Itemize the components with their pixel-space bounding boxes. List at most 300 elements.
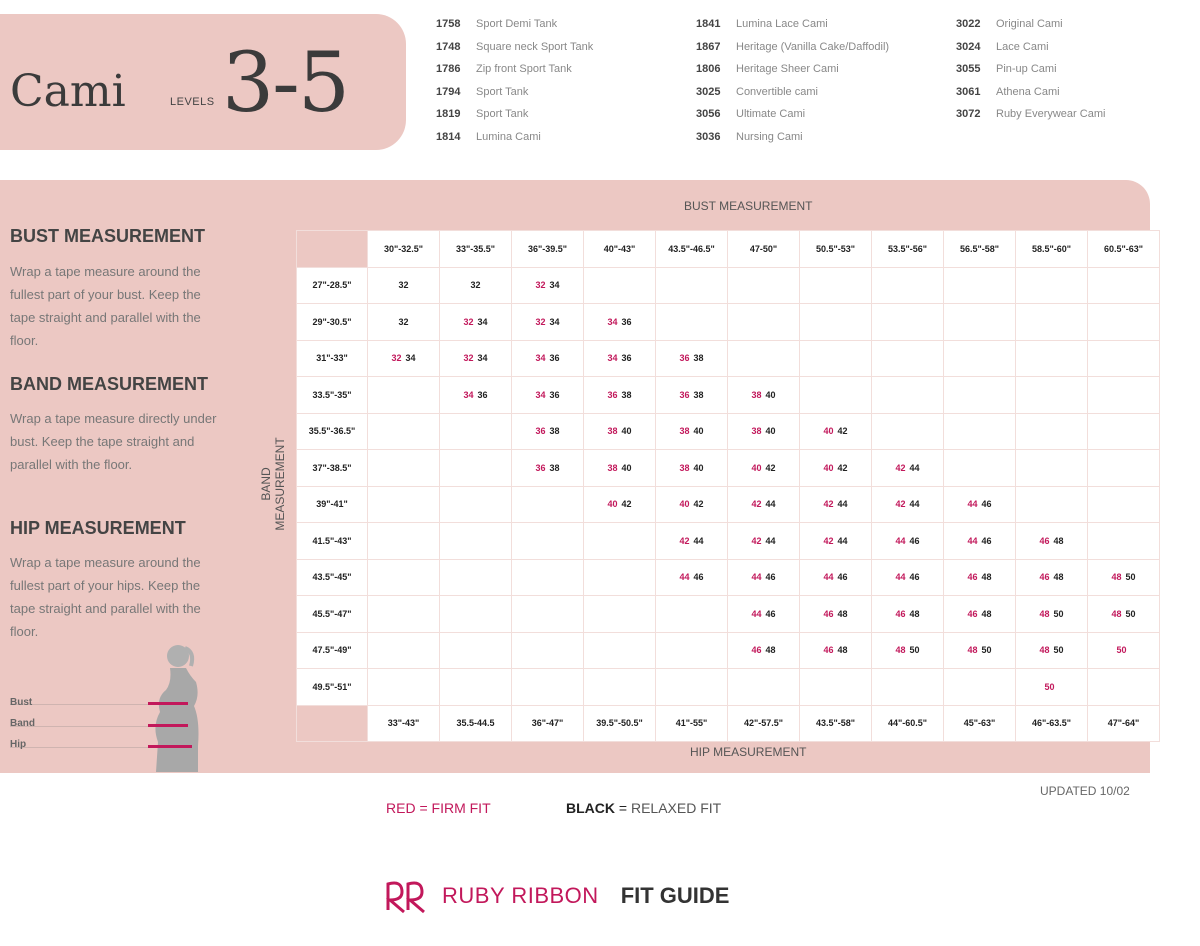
size-cell xyxy=(512,560,583,596)
relaxed-fit-size: 38 xyxy=(549,462,560,473)
size-cell xyxy=(512,377,583,413)
bust-range-header: 36"-39.5" xyxy=(512,231,583,267)
band-range-header: 41.5"-43" xyxy=(297,523,367,559)
relaxed-fit-size: 32 xyxy=(470,280,481,291)
style-code: 1758 xyxy=(436,18,461,30)
size-cell xyxy=(368,414,439,450)
firm-fit-size: 50 xyxy=(1044,681,1055,692)
style-column xyxy=(696,18,889,154)
size-cell xyxy=(1016,487,1087,523)
product-title: Cami xyxy=(10,66,126,117)
firm-fit-size: 42 xyxy=(823,535,834,546)
size-cell xyxy=(584,669,655,705)
style-code: 1806 xyxy=(696,63,721,76)
bust-range-header: 30"-32.5" xyxy=(368,231,439,267)
band-range-header: 49.5"-51" xyxy=(297,669,367,705)
size-cell xyxy=(944,633,1015,669)
size-cell xyxy=(440,304,511,340)
style-item xyxy=(436,41,593,64)
firm-fit-size: 38 xyxy=(751,426,762,437)
size-cell xyxy=(656,596,727,632)
style-name: Original Cami xyxy=(996,18,1063,30)
size-cell xyxy=(656,304,727,340)
size-cell xyxy=(1088,377,1159,413)
style-item xyxy=(696,63,889,86)
size-cell xyxy=(872,560,943,596)
size-cell xyxy=(800,414,871,450)
hip-range-header: 41"-55" xyxy=(656,706,727,742)
band-axis-label: BAND MEASUREMENT xyxy=(259,437,287,531)
firm-fit-size: 34 xyxy=(607,316,618,327)
firm-fit-size: 32 xyxy=(535,316,546,327)
table-corner-bottom xyxy=(297,706,367,742)
size-cell xyxy=(944,341,1015,377)
size-cell xyxy=(656,560,727,596)
style-name: Heritage (Vanilla Cake/Daffodil) xyxy=(736,40,890,53)
style-name: Sport Demi Tank xyxy=(476,18,558,30)
size-cell xyxy=(440,414,511,450)
style-item xyxy=(436,18,593,41)
size-cell xyxy=(584,450,655,486)
firm-fit-size: 46 xyxy=(967,608,978,619)
firm-fit-size: 46 xyxy=(967,572,978,583)
relaxed-fit-size: 34 xyxy=(477,353,488,364)
relaxed-fit-size: 46 xyxy=(693,572,704,583)
relaxed-fit-size: 48 xyxy=(837,645,848,656)
style-code: 1814 xyxy=(436,130,461,143)
size-cell xyxy=(1088,633,1159,669)
relaxed-fit-size: 36 xyxy=(621,316,632,327)
size-cell xyxy=(872,450,943,486)
style-name: Ruby Everywear Cami xyxy=(996,108,1106,121)
size-cell xyxy=(800,633,871,669)
size-cell xyxy=(656,487,727,523)
relaxed-fit-size: 46 xyxy=(909,572,920,583)
band-range-header: 33.5"-35" xyxy=(297,377,367,413)
style-item xyxy=(436,108,593,131)
relaxed-fit-size: 36 xyxy=(477,389,488,400)
size-cell xyxy=(944,523,1015,559)
hip-range-header: 47"-64" xyxy=(1088,706,1159,742)
firm-fit-size: 44 xyxy=(895,535,906,546)
size-cell xyxy=(1016,596,1087,632)
firm-fit-size: 44 xyxy=(967,535,978,546)
relaxed-fit-size: 36 xyxy=(549,389,560,400)
size-cell xyxy=(440,377,511,413)
legend-red-word: RED xyxy=(386,800,416,816)
firm-fit-size: 48 xyxy=(895,645,906,656)
relaxed-fit-size: 42 xyxy=(621,499,632,510)
size-cell xyxy=(440,341,511,377)
size-cell xyxy=(944,268,1015,304)
size-cell xyxy=(440,487,511,523)
size-cell xyxy=(512,450,583,486)
updated-date: UPDATED 10/02 xyxy=(1040,784,1130,798)
relaxed-fit-size: 34 xyxy=(477,316,488,327)
size-cell xyxy=(728,560,799,596)
fit-guide-label: FIT GUIDE xyxy=(620,883,730,908)
bust-axis-label: BUST MEASUREMENT xyxy=(684,199,813,213)
style-column xyxy=(956,18,1105,131)
size-cell xyxy=(872,669,943,705)
style-code: 3061 xyxy=(956,85,981,98)
bust-guide-line xyxy=(10,704,160,705)
brand-footer xyxy=(384,878,729,914)
relaxed-fit-size: 32 xyxy=(398,280,409,291)
size-cell xyxy=(800,304,871,340)
band-heading: BAND MEASUREMENT xyxy=(10,374,208,394)
size-cell xyxy=(656,669,727,705)
levels-label: LEVELS xyxy=(170,96,215,108)
size-chart-table xyxy=(296,230,1160,742)
size-cell xyxy=(800,450,871,486)
bust-range-header: 58.5"-60" xyxy=(1016,231,1087,267)
style-code: 1786 xyxy=(436,63,461,76)
bust-range-header: 50.5"-53" xyxy=(800,231,871,267)
size-cell xyxy=(872,487,943,523)
size-cell xyxy=(440,633,511,669)
fig-label-hip: Hip xyxy=(10,739,27,750)
size-cell xyxy=(728,669,799,705)
style-item xyxy=(956,41,1105,64)
firm-fit-size: 46 xyxy=(895,608,906,619)
style-code: 1867 xyxy=(696,40,721,53)
size-cell xyxy=(584,633,655,669)
style-item xyxy=(956,63,1105,86)
relaxed-fit-size: 40 xyxy=(765,426,776,437)
size-cell xyxy=(368,596,439,632)
size-cell xyxy=(368,341,439,377)
legend-red-sep: = xyxy=(415,800,432,816)
style-name: Lumina Lace Cami xyxy=(736,18,828,30)
firm-fit-size: 48 xyxy=(1111,608,1122,619)
relaxed-fit-size: 40 xyxy=(765,389,776,400)
size-cell xyxy=(728,487,799,523)
style-code: 3025 xyxy=(696,85,721,98)
relaxed-fit-size: 50 xyxy=(909,645,920,656)
style-name: Convertible cami xyxy=(736,85,818,98)
firm-fit-size: 42 xyxy=(679,535,690,546)
size-cell xyxy=(512,304,583,340)
size-cell xyxy=(584,268,655,304)
firm-fit-size: 36 xyxy=(679,389,690,400)
style-code: 3056 xyxy=(696,108,721,121)
size-cell xyxy=(800,377,871,413)
firm-fit-size: 42 xyxy=(895,499,906,510)
bust-range-header: 40"-43" xyxy=(584,231,655,267)
relaxed-fit-size: 44 xyxy=(837,499,848,510)
style-item xyxy=(696,108,889,131)
relaxed-fit-size: 48 xyxy=(909,608,920,619)
firm-fit-size: 46 xyxy=(1039,535,1050,546)
size-cell xyxy=(944,414,1015,450)
legend-black-sep: = xyxy=(615,800,631,816)
hip-range-header: 39.5"-50.5" xyxy=(584,706,655,742)
firm-fit-size: 36 xyxy=(535,462,546,473)
hip-heading: HIP MEASUREMENT xyxy=(10,518,186,538)
style-name: Square neck Sport Tank xyxy=(476,40,594,53)
relaxed-fit-size: 48 xyxy=(1053,535,1064,546)
size-cell xyxy=(656,414,727,450)
firm-fit-size: 40 xyxy=(823,426,834,437)
style-item xyxy=(436,131,593,154)
size-cell xyxy=(1016,450,1087,486)
size-cell xyxy=(368,560,439,596)
size-cell xyxy=(584,414,655,450)
relaxed-fit-size: 48 xyxy=(981,572,992,583)
size-cell xyxy=(944,487,1015,523)
relaxed-fit-size: 50 xyxy=(981,645,992,656)
band-range-header: 37"-38.5" xyxy=(297,450,367,486)
firm-fit-size: 38 xyxy=(751,389,762,400)
firm-fit-size: 40 xyxy=(823,462,834,473)
hip-range-header: 36"-47" xyxy=(512,706,583,742)
size-cell xyxy=(656,341,727,377)
relaxed-fit-size: 50 xyxy=(1125,572,1136,583)
size-cell xyxy=(1016,377,1087,413)
band-range-header: 39"-41" xyxy=(297,487,367,523)
bust-range-header: 53.5"-56" xyxy=(872,231,943,267)
relaxed-fit-size: 46 xyxy=(765,572,776,583)
band-range-header: 43.5"-45" xyxy=(297,560,367,596)
relaxed-fit-size: 32 xyxy=(398,316,409,327)
firm-fit-size: 32 xyxy=(535,280,546,291)
band-range-header: 45.5"-47" xyxy=(297,596,367,632)
firm-fit-size: 34 xyxy=(607,353,618,364)
size-cell xyxy=(1016,414,1087,450)
firm-fit-size: 34 xyxy=(535,353,546,364)
relaxed-fit-size: 38 xyxy=(549,426,560,437)
firm-fit-size: 48 xyxy=(967,645,978,656)
bust-range-header: 33"-35.5" xyxy=(440,231,511,267)
hip-range-header: 43.5"-58" xyxy=(800,706,871,742)
band-range-header: 47.5"-49" xyxy=(297,633,367,669)
firm-fit-size: 46 xyxy=(823,645,834,656)
legend-black-word: BLACK xyxy=(566,800,615,816)
size-cell xyxy=(368,523,439,559)
relaxed-fit-size: 48 xyxy=(981,608,992,619)
size-cell xyxy=(1016,341,1087,377)
relaxed-fit-size: 48 xyxy=(837,608,848,619)
band-instructions: Wrap a tape measure directly under bust. Keep the tape straight and parallel with the floor. xyxy=(10,411,217,472)
size-cell xyxy=(656,450,727,486)
size-cell xyxy=(800,669,871,705)
size-cell xyxy=(1088,341,1159,377)
size-cell xyxy=(1016,633,1087,669)
size-cell xyxy=(1088,450,1159,486)
size-cell xyxy=(584,560,655,596)
relaxed-fit-size: 46 xyxy=(981,535,992,546)
style-code: 3055 xyxy=(956,63,981,76)
size-cell xyxy=(1016,268,1087,304)
relaxed-fit-size: 48 xyxy=(1053,572,1064,583)
firm-fit-size: 46 xyxy=(751,645,762,656)
relaxed-fit-size: 44 xyxy=(693,535,704,546)
size-cell xyxy=(872,304,943,340)
relaxed-fit-size: 50 xyxy=(1053,645,1064,656)
firm-fit-size: 42 xyxy=(895,462,906,473)
hip-range-header: 35.5-44.5 xyxy=(440,706,511,742)
relaxed-fit-size: 50 xyxy=(1125,608,1136,619)
size-cell xyxy=(584,341,655,377)
size-cell xyxy=(872,523,943,559)
relaxed-fit-size: 50 xyxy=(1053,608,1064,619)
size-cell xyxy=(368,669,439,705)
relaxed-fit-size: 42 xyxy=(765,462,776,473)
size-cell xyxy=(440,268,511,304)
firm-fit-size: 44 xyxy=(967,499,978,510)
style-item xyxy=(696,86,889,109)
hip-range-header: 42"-57.5" xyxy=(728,706,799,742)
style-item xyxy=(696,18,889,41)
size-cell xyxy=(512,633,583,669)
title-panel xyxy=(0,14,406,150)
firm-fit-size: 46 xyxy=(823,608,834,619)
firm-fit-size: 38 xyxy=(679,426,690,437)
firm-fit-size: 32 xyxy=(391,353,402,364)
size-cell xyxy=(944,596,1015,632)
size-cell xyxy=(944,669,1015,705)
legend-relaxed-fit xyxy=(566,800,721,816)
style-code: 3072 xyxy=(956,108,981,121)
firm-fit-size: 40 xyxy=(679,499,690,510)
firm-fit-size: 42 xyxy=(751,499,762,510)
levels-range: 3-5 xyxy=(222,36,349,131)
style-code: 3036 xyxy=(696,130,721,143)
style-name: Ultimate Cami xyxy=(736,108,806,121)
relaxed-fit-size: 46 xyxy=(909,535,920,546)
size-cell xyxy=(656,523,727,559)
style-item xyxy=(956,108,1105,131)
size-cell xyxy=(512,669,583,705)
size-cell xyxy=(368,450,439,486)
style-column xyxy=(436,18,593,154)
relaxed-fit-size: 38 xyxy=(621,389,632,400)
band-range-header: 35.5"-36.5" xyxy=(297,414,367,450)
relaxed-fit-size: 34 xyxy=(405,353,416,364)
ruby-ribbon-logo-icon xyxy=(384,878,434,914)
size-cell xyxy=(800,596,871,632)
style-code: 3022 xyxy=(956,18,981,30)
relaxed-fit-size: 36 xyxy=(621,353,632,364)
firm-fit-size: 32 xyxy=(463,353,474,364)
size-cell xyxy=(512,341,583,377)
size-cell xyxy=(512,414,583,450)
relaxed-fit-size: 46 xyxy=(837,572,848,583)
size-cell xyxy=(1016,560,1087,596)
relaxed-fit-size: 44 xyxy=(765,535,776,546)
size-cell xyxy=(584,596,655,632)
firm-fit-size: 44 xyxy=(751,572,762,583)
size-cell xyxy=(944,377,1015,413)
size-cell xyxy=(368,633,439,669)
firm-fit-size: 44 xyxy=(751,608,762,619)
size-cell xyxy=(584,487,655,523)
style-name: Pin-up Cami xyxy=(996,63,1057,76)
size-cell xyxy=(728,268,799,304)
size-cell xyxy=(872,341,943,377)
firm-fit-size: 32 xyxy=(463,316,474,327)
size-cell xyxy=(872,596,943,632)
relaxed-fit-size: 38 xyxy=(693,389,704,400)
style-code: 1841 xyxy=(696,18,721,30)
firm-fit-size: 40 xyxy=(607,499,618,510)
size-cell xyxy=(872,633,943,669)
size-cell xyxy=(728,523,799,559)
size-cell xyxy=(368,487,439,523)
hip-range-header: 44"-60.5" xyxy=(872,706,943,742)
relaxed-fit-size: 40 xyxy=(693,462,704,473)
relaxed-fit-size: 46 xyxy=(765,608,776,619)
size-cell xyxy=(728,596,799,632)
brand-name: RUBY RIBBON xyxy=(442,883,599,908)
size-cell xyxy=(1088,268,1159,304)
fig-label-bust: Bust xyxy=(10,697,33,708)
style-name: Sport Tank xyxy=(476,108,529,121)
size-cell xyxy=(512,596,583,632)
legend-red-desc: FIRM FIT xyxy=(431,800,491,816)
bust-heading: BUST MEASUREMENT xyxy=(10,226,206,246)
relaxed-fit-size: 40 xyxy=(693,426,704,437)
size-cell xyxy=(944,560,1015,596)
size-cell xyxy=(1088,487,1159,523)
band-range-header: 27"-28.5" xyxy=(297,268,367,304)
size-cell xyxy=(440,450,511,486)
relaxed-fit-size: 48 xyxy=(765,645,776,656)
firm-fit-size: 34 xyxy=(463,389,474,400)
relaxed-fit-size: 40 xyxy=(621,462,632,473)
style-name: Zip front Sport Tank xyxy=(476,63,572,76)
style-code: 1794 xyxy=(436,85,461,98)
size-cell xyxy=(800,268,871,304)
relaxed-fit-size: 34 xyxy=(549,280,560,291)
style-code: 1819 xyxy=(436,108,461,121)
size-cell xyxy=(1088,669,1159,705)
style-item xyxy=(696,131,889,154)
size-cell xyxy=(728,341,799,377)
size-cell xyxy=(1016,669,1087,705)
size-cell xyxy=(440,560,511,596)
relaxed-fit-size: 42 xyxy=(837,426,848,437)
size-cell xyxy=(800,341,871,377)
size-cell xyxy=(512,268,583,304)
bust-range-header: 56.5"-58" xyxy=(944,231,1015,267)
size-cell xyxy=(944,304,1015,340)
size-cell xyxy=(584,377,655,413)
table-corner xyxy=(297,231,367,267)
firm-fit-size: 36 xyxy=(679,353,690,364)
size-cell xyxy=(1088,304,1159,340)
body-silhouette-icon xyxy=(140,640,210,772)
size-cell xyxy=(728,450,799,486)
relaxed-fit-size: 44 xyxy=(909,462,920,473)
bust-range-header: 60.5"-63" xyxy=(1088,231,1159,267)
size-cell xyxy=(800,560,871,596)
firm-fit-size: 44 xyxy=(679,572,690,583)
bust-instructions: Wrap a tape measure around the fullest part of your bust. Keep the tape straight and parallel with the floor. xyxy=(10,264,201,348)
size-cell xyxy=(656,633,727,669)
style-name: Sport Tank xyxy=(476,85,529,98)
firm-fit-size: 38 xyxy=(607,426,618,437)
size-cell xyxy=(728,377,799,413)
size-cell xyxy=(1088,414,1159,450)
relaxed-fit-size: 42 xyxy=(693,499,704,510)
size-cell xyxy=(872,268,943,304)
relaxed-fit-size: 38 xyxy=(693,353,704,364)
hip-range-header: 33"-43" xyxy=(368,706,439,742)
size-cell xyxy=(368,377,439,413)
style-name: Athena Cami xyxy=(996,85,1060,98)
